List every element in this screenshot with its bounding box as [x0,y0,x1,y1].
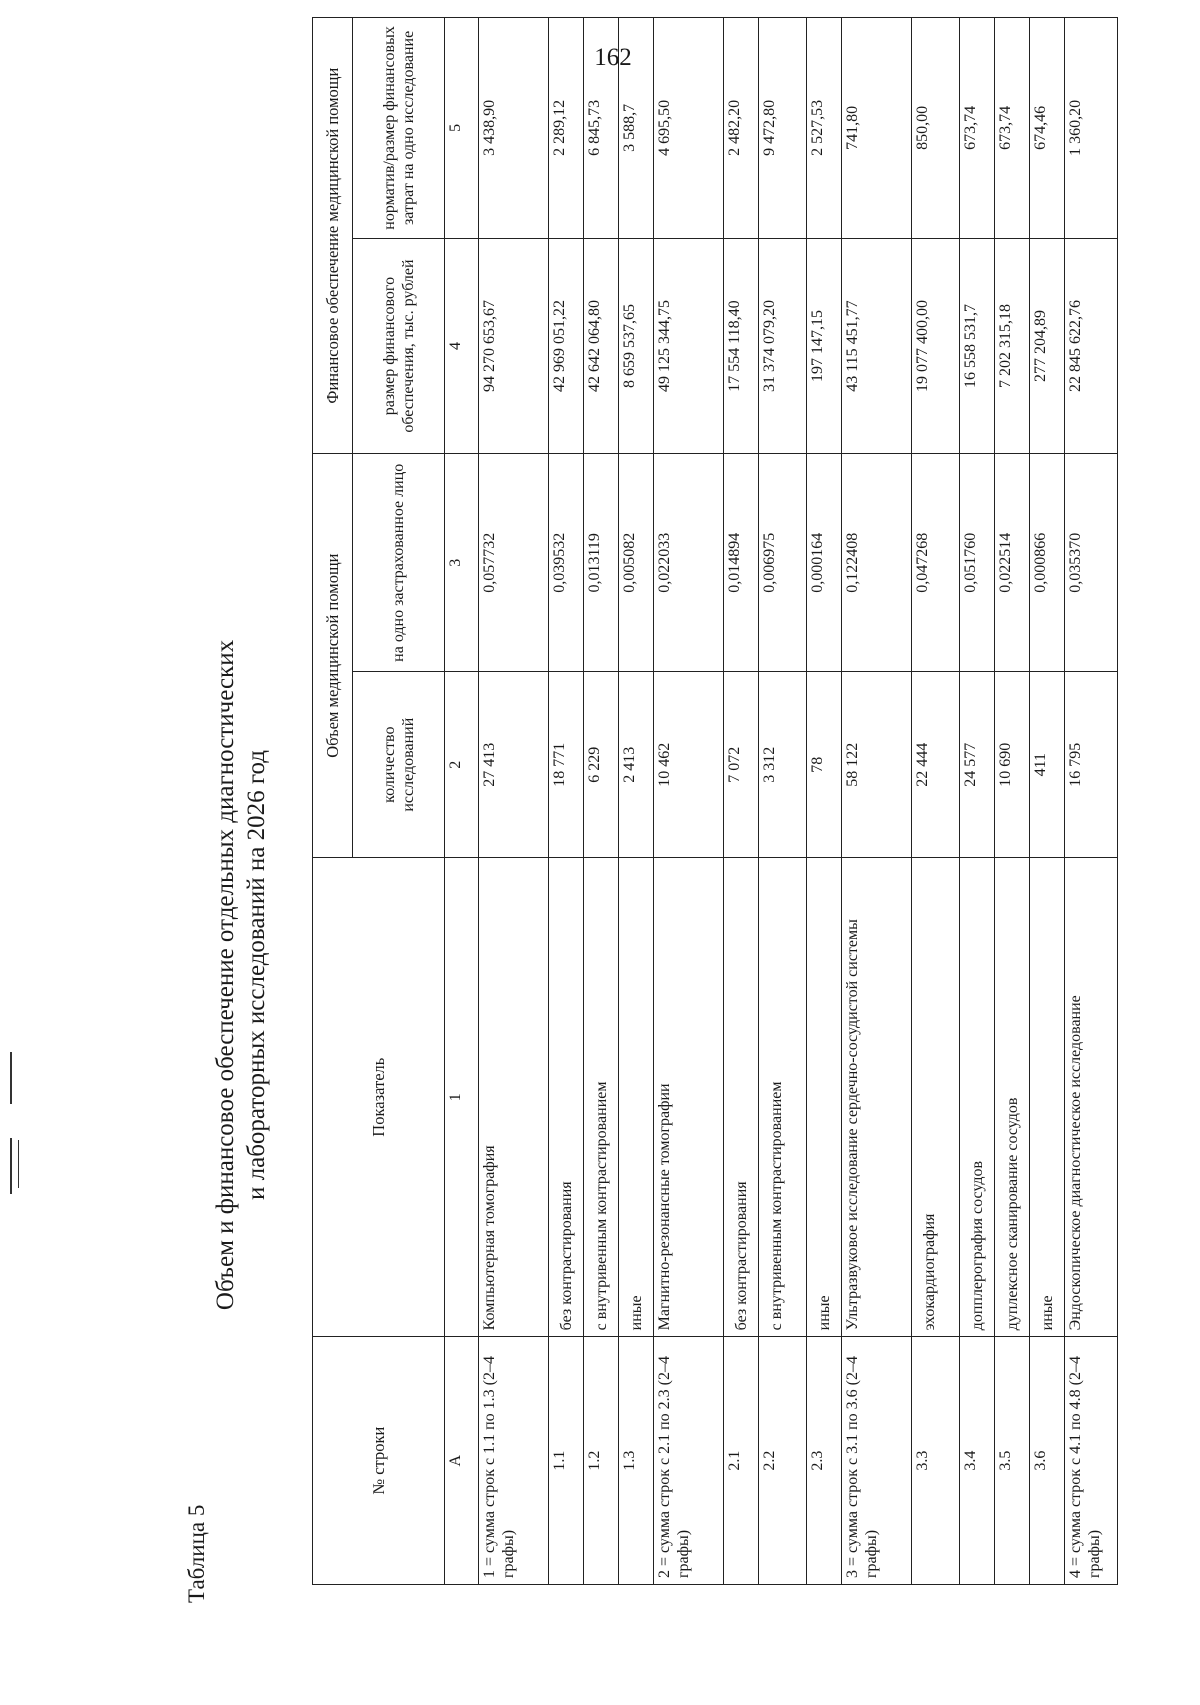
cell-row-no: 3 = сумма строк с 3.1 по 3.6 (2–4 графы) [841,1337,911,1585]
header-finance-group: Финансовое обеспечение медицинской помощи [313,18,353,454]
cell-indicator: Ультразвуковое исследование сердечно-сосудистой системы [841,858,911,1337]
column-number: 1 [445,858,479,1337]
header-volume-group: Объем медицинской помощи [313,454,353,858]
table-row [1029,18,1064,1585]
header-indicator: Показатель [313,858,445,1337]
cell-finance: 277 204,89 [1029,238,1064,453]
cell-per-insured: 0,000164 [806,454,841,672]
cell-finance: 8 659 537,65 [618,238,653,453]
cell-indicator: иные [806,858,841,1337]
cell-row-no: 1.3 [618,1337,653,1585]
table-row [911,18,959,1585]
cell-count: 411 [1029,672,1064,858]
cell-indicator: иные [618,858,653,1337]
table-row [758,18,806,1585]
title-line-1: Объем и финансовое обеспечение отдельных диагностических [212,639,239,1311]
cell-count: 10 690 [994,672,1029,858]
cell-norm: 1 360,20 [1064,18,1117,239]
cell-row-no: 1.2 [583,1337,618,1585]
cell-row-no: 3.3 [911,1337,959,1585]
cell-row-no: 2.3 [806,1337,841,1585]
cell-finance: 94 270 653,67 [479,238,549,453]
cell-count: 18 771 [548,672,583,858]
table-row [806,18,841,1585]
cell-per-insured: 0,000866 [1029,454,1064,672]
cell-norm: 6 845,73 [583,18,618,239]
cell-norm: 673,74 [994,18,1029,239]
cell-count: 78 [806,672,841,858]
cell-indicator: с внутривенным контрастированием [758,858,806,1337]
page-number: 162 [594,44,632,71]
cell-count: 10 462 [653,672,723,858]
cell-count: 3 312 [758,672,806,858]
cell-finance: 42 642 064,80 [583,238,618,453]
cell-count: 22 444 [911,672,959,858]
header-row-no: № строки [313,1337,445,1585]
cell-count: 7 072 [723,672,758,858]
cell-per-insured: 0,005082 [618,454,653,672]
cell-indicator: Компьютерная томография [479,858,549,1337]
column-number: А [445,1337,479,1585]
cell-per-insured: 0,035370 [1064,454,1117,672]
cell-count: 58 122 [841,672,911,858]
cell-count: 6 229 [583,672,618,858]
cell-finance: 16 558 531,7 [959,238,994,453]
column-number: 4 [445,238,479,453]
cell-per-insured: 0,122408 [841,454,911,672]
cell-per-insured: 0,057732 [479,454,549,672]
cell-norm: 741,80 [841,18,911,239]
cell-finance: 19 077 400,00 [911,238,959,453]
cell-indicator: эхокардиография [911,858,959,1337]
cell-finance: 49 125 344,75 [653,238,723,453]
cell-row-no: 4 = сумма строк с 4.1 по 4.8 (2–4 графы) [1064,1337,1117,1585]
cell-norm: 2 527,53 [806,18,841,239]
header-per-insured: на одно застрахованное лицо [353,454,445,672]
cell-finance: 42 969 051,22 [548,238,583,453]
cell-count: 16 795 [1064,672,1117,858]
document-title [210,385,272,1565]
cell-per-insured: 0,047268 [911,454,959,672]
cell-finance: 22 845 622,76 [1064,238,1117,453]
cell-row-no: 3.4 [959,1337,994,1585]
cell-norm: 2 289,12 [548,18,583,239]
cell-count: 24 577 [959,672,994,858]
column-number: 5 [445,18,479,239]
cell-norm: 2 482,20 [723,18,758,239]
cell-row-no: 3.5 [994,1337,1029,1585]
table-row [548,18,583,1585]
table-row [618,18,653,1585]
table-row [653,18,723,1585]
cell-indicator: дуплексное сканирование сосудов [994,858,1029,1337]
cell-row-no: 2.2 [758,1337,806,1585]
cell-indicator: Магнитно-резонансные томографии [653,858,723,1337]
table-row [479,18,549,1585]
cell-row-no: 2 = сумма строк с 2.1 по 2.3 (2–4 графы) [653,1337,723,1585]
table-row [841,18,911,1585]
table-caption: Таблица 5 [184,1504,209,1603]
header-norm-per-study: норматив/размер финансовых затрат на одно исследование [353,18,445,239]
cell-norm: 3 438,90 [479,18,549,239]
cell-per-insured: 0,013119 [583,454,618,672]
cell-finance: 197 147,15 [806,238,841,453]
cell-indicator: без контрастирования [723,858,758,1337]
cell-indicator: с внутривенным контрастированием [583,858,618,1337]
table-row [1064,18,1117,1585]
cell-per-insured: 0,039532 [548,454,583,672]
cell-norm: 674,46 [1029,18,1064,239]
cell-row-no: 1 = сумма строк с 1.1 по 1.3 (2–4 графы) [479,1337,549,1585]
cell-norm: 673,74 [959,18,994,239]
table-row [959,18,994,1585]
cell-indicator: иные [1029,858,1064,1337]
cell-norm: 4 695,50 [653,18,723,239]
cell-row-no: 1.1 [548,1337,583,1585]
cell-norm: 3 588,7 [618,18,653,239]
table-row [994,18,1029,1585]
column-number: 3 [445,454,479,672]
header-finance-size: размер финансового обеспечения, тыс. рублей [353,238,445,453]
data-table [312,17,1118,1585]
title-line-2: и лабораторных исследований на 2026 год [243,750,270,1200]
cell-indicator: допплерография сосудов [959,858,994,1337]
cell-norm: 850,00 [911,18,959,239]
cell-indicator: Эндоскопическое диагностическое исследование [1064,858,1117,1337]
cell-per-insured: 0,006975 [758,454,806,672]
cell-row-no: 3.6 [1029,1337,1064,1585]
table-row [723,18,758,1585]
column-number: 2 [445,672,479,858]
cell-finance: 31 374 079,20 [758,238,806,453]
cell-row-no: 2.1 [723,1337,758,1585]
table-row [583,18,618,1585]
cell-per-insured: 0,014894 [723,454,758,672]
cell-finance: 43 115 451,77 [841,238,911,453]
cell-count: 2 413 [618,672,653,858]
cell-finance: 17 554 118,40 [723,238,758,453]
cell-finance: 7 202 315,18 [994,238,1029,453]
cell-count: 27 413 [479,672,549,858]
cell-indicator: без контрастирования [548,858,583,1337]
cell-per-insured: 0,022033 [653,454,723,672]
cell-per-insured: 0,022514 [994,454,1029,672]
cell-per-insured: 0,051760 [959,454,994,672]
table-body [479,18,1118,1585]
header-count: количество исследований [353,672,445,858]
cell-norm: 9 472,80 [758,18,806,239]
